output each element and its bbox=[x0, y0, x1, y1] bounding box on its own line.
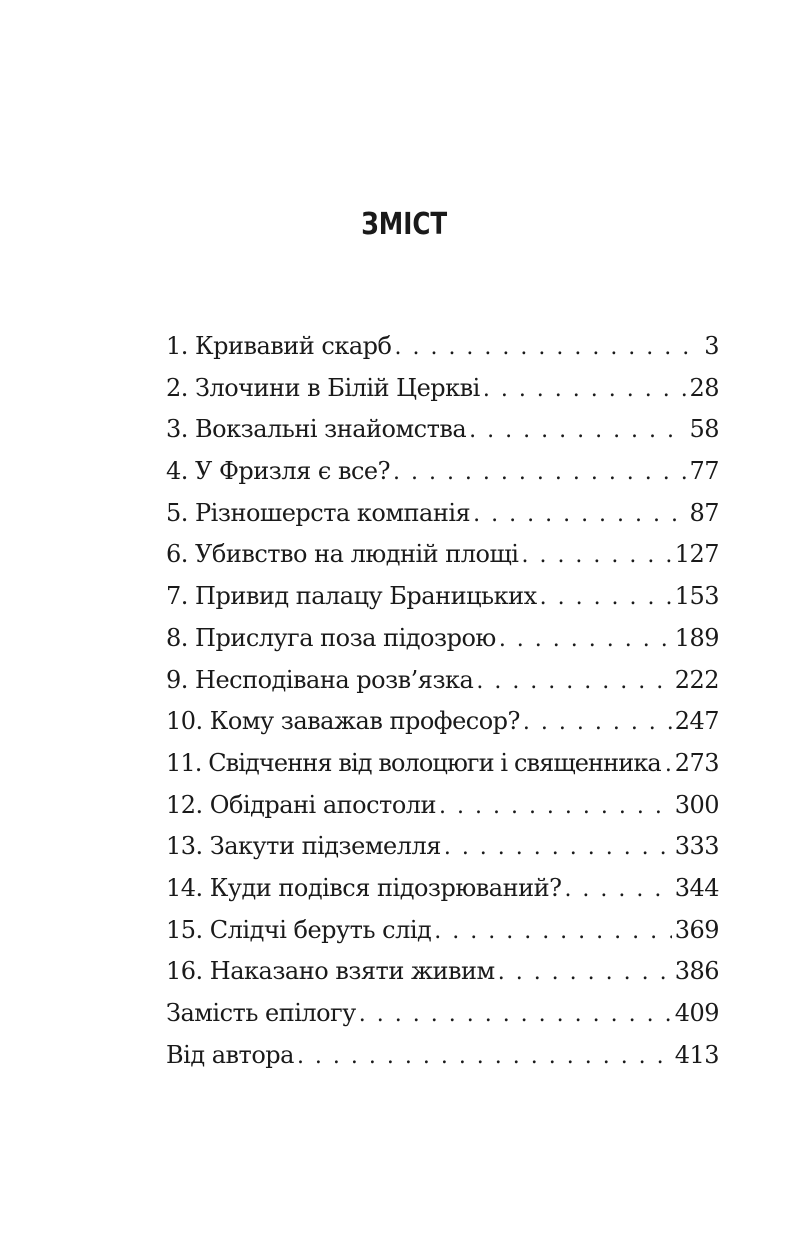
dot-leader bbox=[476, 661, 671, 702]
toc-entry-page: 300 bbox=[674, 790, 719, 819]
toc-entry[interactable] bbox=[166, 993, 719, 1035]
dot-leader bbox=[297, 1036, 672, 1077]
page-title: ЗМІСТ bbox=[361, 207, 448, 242]
toc-entry[interactable] bbox=[166, 326, 719, 368]
toc-entry[interactable] bbox=[166, 701, 719, 743]
dot-leader bbox=[359, 994, 672, 1035]
toc-entry-title: Від автора bbox=[166, 1040, 294, 1069]
toc-entry[interactable] bbox=[166, 743, 719, 785]
toc-entry[interactable] bbox=[166, 618, 719, 660]
toc-entry-title: 3. Вокзальні знайомства bbox=[166, 415, 467, 444]
toc-entry-title: 6. Убивство на людній площі bbox=[166, 540, 519, 569]
toc-entry[interactable] bbox=[166, 576, 719, 618]
toc-entry-page: 413 bbox=[674, 1040, 719, 1069]
toc-entry[interactable] bbox=[166, 493, 719, 535]
dot-leader bbox=[444, 827, 672, 868]
toc-entry-page: 127 bbox=[674, 540, 719, 569]
toc-entry-title: 9. Несподівана розв’язка bbox=[166, 665, 474, 694]
dot-leader bbox=[393, 452, 686, 493]
dot-leader bbox=[665, 744, 675, 785]
toc-entry-title: 12. Обідрані апостоли bbox=[166, 790, 437, 819]
toc-entry[interactable] bbox=[166, 826, 719, 868]
toc-entry[interactable] bbox=[166, 451, 719, 493]
toc-entry-title: 8. Прислуга поза підозрою bbox=[166, 623, 496, 652]
toc-entry-title: 11. Свідчення від волоцюги і священника bbox=[166, 748, 661, 777]
toc-entry-title: 1. Кривавий скарб bbox=[166, 332, 392, 360]
toc-entry-page: 77 bbox=[689, 457, 719, 486]
toc-entry-page: 87 bbox=[689, 498, 719, 527]
toc-entry[interactable] bbox=[166, 1035, 719, 1077]
toc-entry[interactable] bbox=[166, 409, 719, 451]
toc-entry[interactable] bbox=[166, 951, 719, 993]
dot-leader bbox=[540, 577, 672, 618]
dot-leader bbox=[499, 619, 672, 660]
toc-entry[interactable] bbox=[166, 534, 719, 576]
toc-entry-page: 222 bbox=[674, 665, 719, 694]
toc-entry-title: Замість епілогу bbox=[166, 999, 356, 1027]
dot-leader bbox=[521, 535, 671, 576]
toc-entry-page: 58 bbox=[689, 415, 719, 444]
toc-entry-page: 153 bbox=[674, 582, 719, 611]
toc-entry-title: 13. Закути підземелля bbox=[166, 832, 441, 861]
toc-entry-page: 3 bbox=[704, 332, 719, 360]
toc-entry-page: 333 bbox=[674, 832, 719, 861]
toc-entry-page: 247 bbox=[674, 707, 719, 736]
toc-entry-page: 28 bbox=[689, 373, 719, 402]
dot-leader bbox=[498, 952, 672, 993]
toc-entry-title: 5. Різношерста компанія bbox=[166, 498, 471, 527]
toc-entry[interactable] bbox=[166, 785, 719, 827]
toc-entry-page: 386 bbox=[674, 957, 719, 986]
dot-leader bbox=[439, 786, 672, 827]
toc-entry-title: 10. Кому заважав професор? bbox=[166, 707, 520, 736]
toc-entry-title: 16. Наказано взяти живим bbox=[166, 957, 495, 986]
toc-entry-title: 7. Привид палацу Браницьких bbox=[166, 582, 537, 611]
toc-entry-title: 4. У Фризля є все? bbox=[166, 457, 390, 486]
table-of-contents bbox=[166, 326, 719, 1076]
toc-entry-page: 409 bbox=[674, 999, 719, 1027]
dot-leader bbox=[523, 702, 672, 743]
toc-entry-title: 14. Куди подівся підозрюваний? bbox=[166, 873, 562, 902]
toc-entry-page: 344 bbox=[674, 873, 719, 902]
toc-entry-page: 273 bbox=[674, 748, 719, 777]
dot-leader bbox=[394, 327, 701, 368]
toc-entry[interactable] bbox=[166, 368, 719, 410]
toc-entry-title: 2. Злочини в Білій Церкві bbox=[166, 373, 480, 402]
toc-entry-page: 369 bbox=[674, 915, 719, 944]
toc-entry-page: 189 bbox=[674, 623, 719, 652]
dot-leader bbox=[473, 494, 686, 535]
dot-leader bbox=[469, 410, 686, 451]
toc-entry-title: 15. Слідчі беруть слід bbox=[166, 915, 432, 944]
toc-entry[interactable] bbox=[166, 868, 719, 910]
dot-leader bbox=[434, 911, 671, 952]
toc-entry[interactable] bbox=[166, 660, 719, 702]
toc-entry[interactable] bbox=[166, 910, 719, 952]
dot-leader bbox=[483, 369, 687, 410]
dot-leader bbox=[564, 869, 671, 910]
